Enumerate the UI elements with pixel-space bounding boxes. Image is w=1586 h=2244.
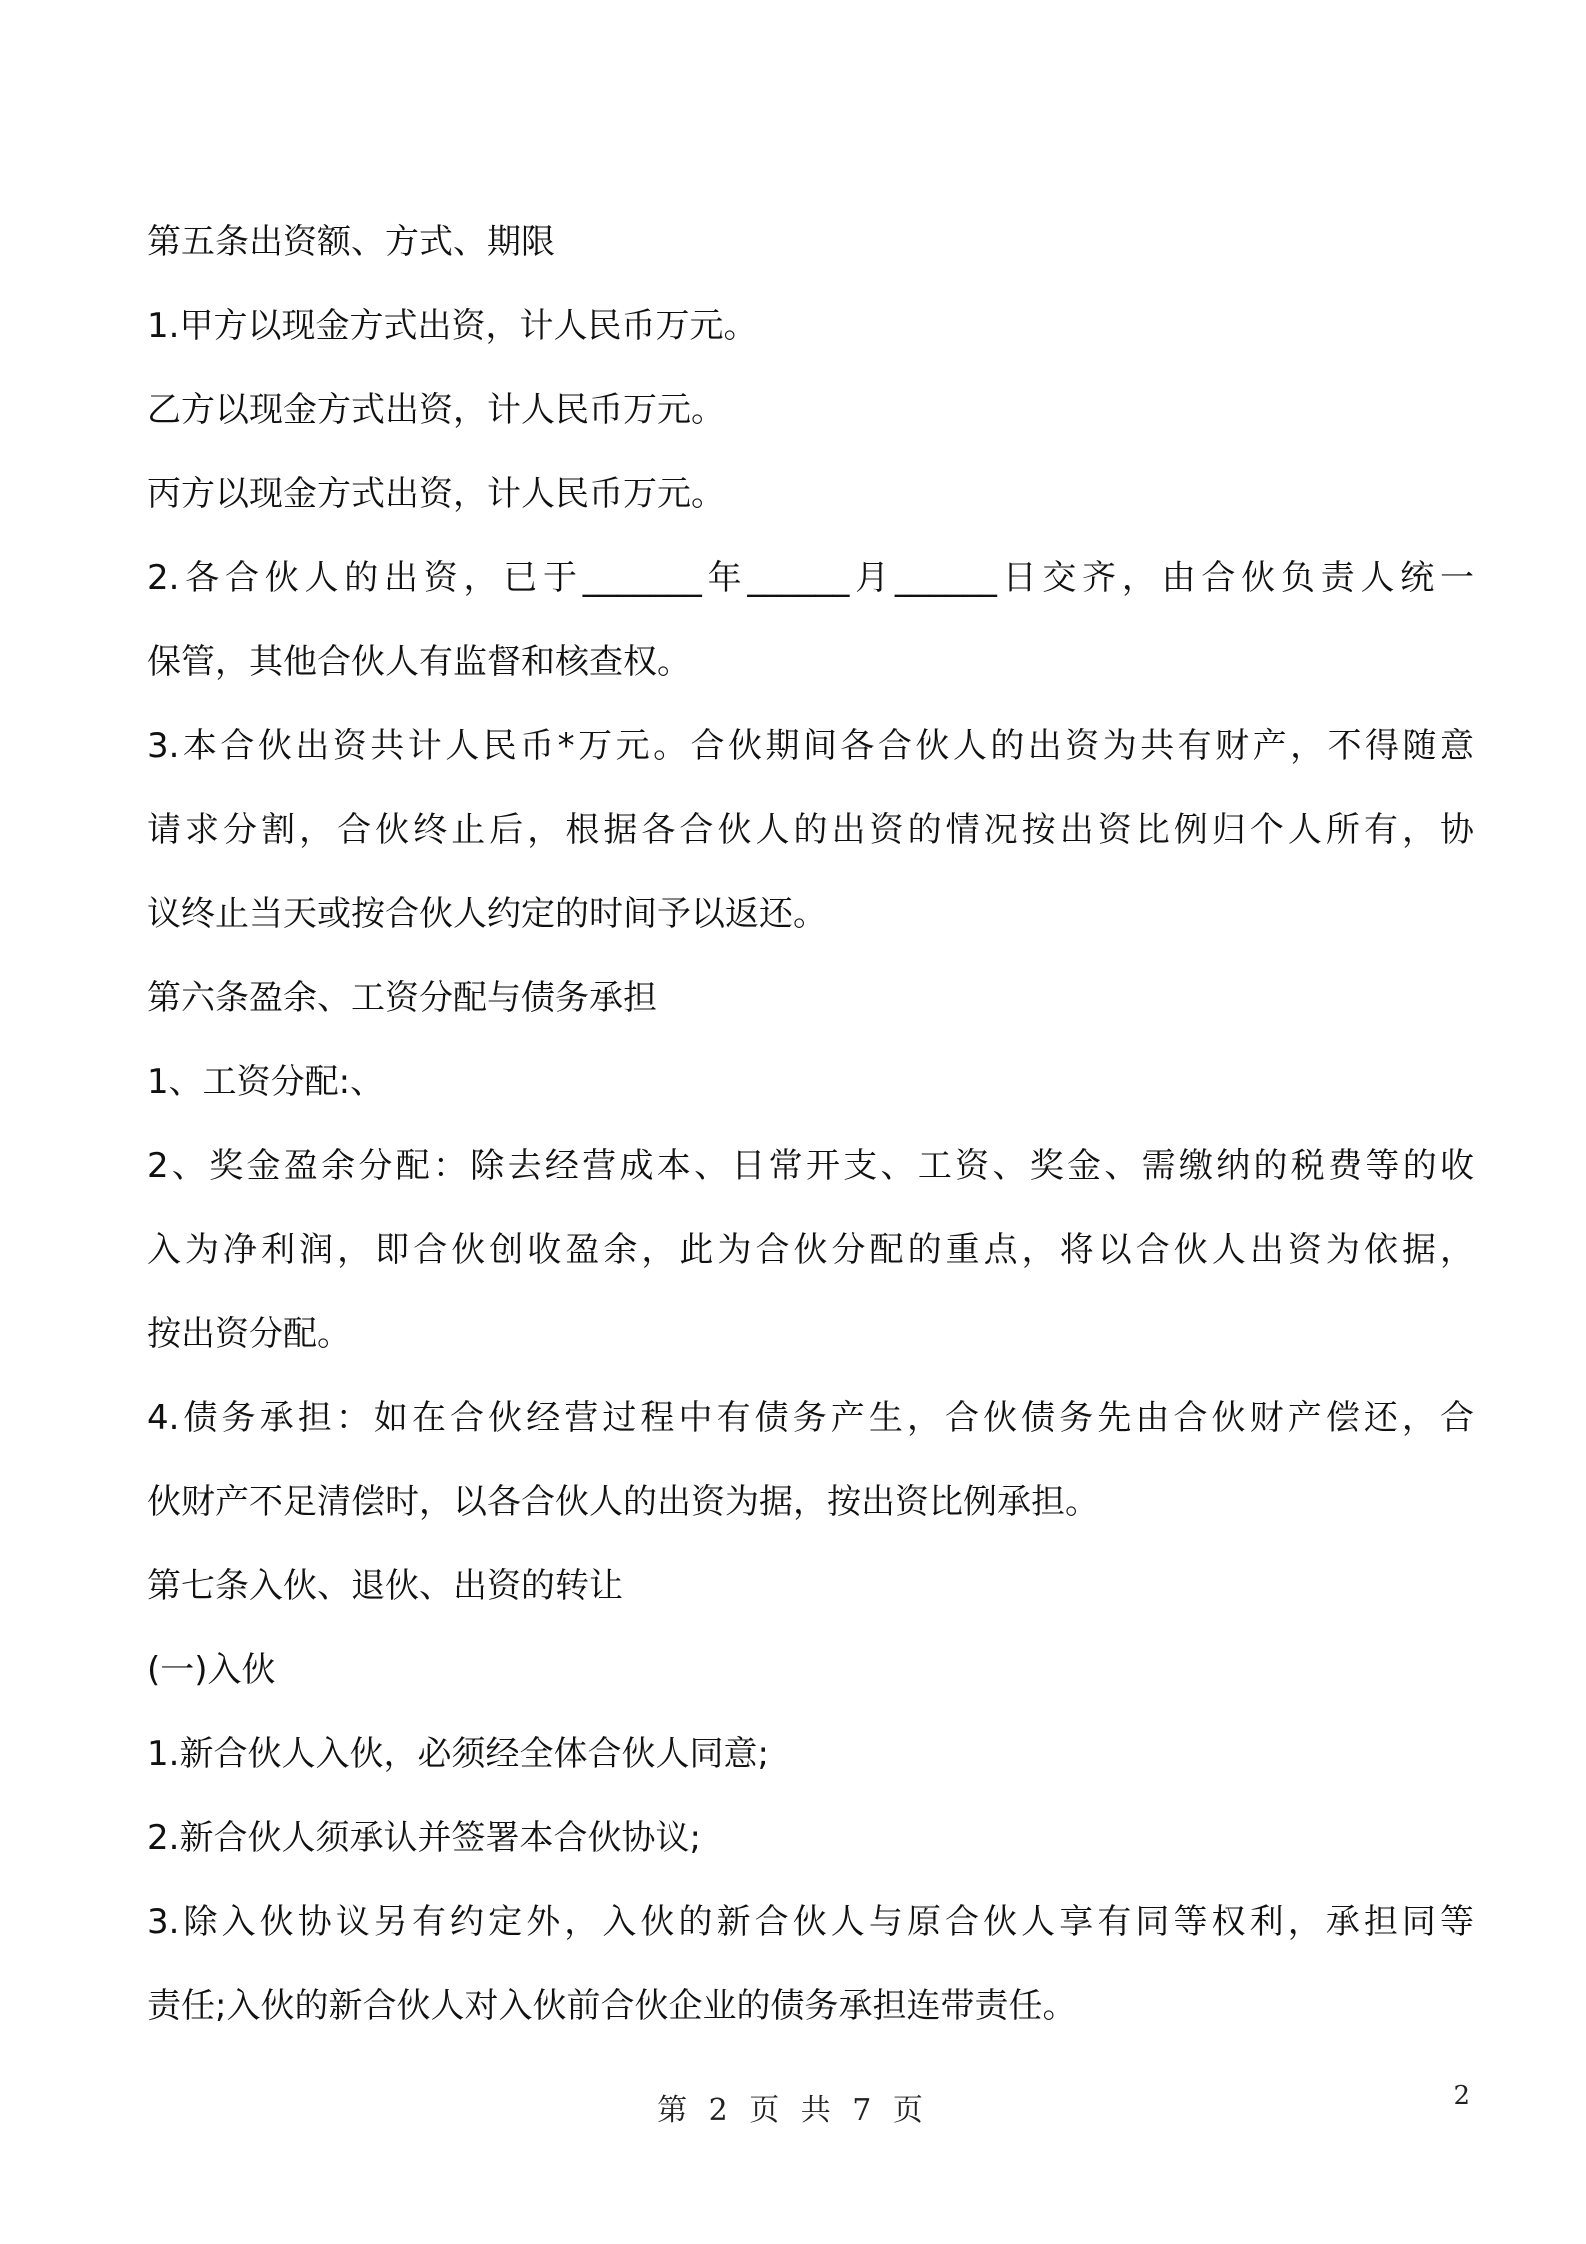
text-line: 伙财产不足清偿时，以各合伙人的出资为据，按出资比例承担。: [147, 1482, 1099, 1522]
page-number: 2: [1453, 2081, 1470, 2111]
text-line: 3.除入伙协议另有约定外，入伙的新合伙人与原合伙人享有同等权利，承担同等: [147, 1902, 1474, 1942]
text-line: 第六条盈余、工资分配与债务承担: [147, 978, 657, 1018]
text-line: 责任;入伙的新合伙人对入伙前合伙企业的债务承担连带责任。: [147, 1986, 1077, 2026]
text-line: 议终止当天或按合伙人约定的时间予以返还。: [147, 894, 827, 934]
text-line: 保管，其他合伙人有监督和核查权。: [147, 642, 691, 682]
text-line: 乙方以现金方式出资，计人民币万元。: [147, 390, 725, 430]
text-line: 1.新合伙人入伙，必须经全体合伙人同意;: [147, 1734, 769, 1774]
text-line: 入为净利润，即合伙创收盈余，此为合伙分配的重点，将以合伙人出资为依据，: [147, 1230, 1474, 1270]
text-line: 按出资分配。: [147, 1314, 351, 1354]
text-line: 3.本合伙出资共计人民币*万元。合伙期间各合伙人的出资为共有财产，不得随意: [147, 726, 1474, 766]
text-line: 2.新合伙人须承认并签署本合伙协议;: [147, 1818, 701, 1858]
text-line: 4.债务承担：如在合伙经营过程中有债务产生，合伙债务先由合伙财产偿还，合: [147, 1398, 1474, 1438]
text-line: 1、工资分配:、: [147, 1062, 385, 1102]
document-body: [147, 200, 1474, 2048]
page-count-label: 第 2 页 共 7 页: [657, 2093, 929, 2128]
text-line: 2.各合伙人的出资，已于_______年______月______日交齐，由合伙负责人统一: [147, 558, 1474, 598]
text-line: (一)入伙: [147, 1650, 276, 1690]
page-footer: [0, 2081, 1586, 2128]
text-line: 第七条入伙、退伙、出资的转让: [147, 1566, 623, 1606]
text-line: 2、奖金盈余分配：除去经营成本、日常开支、工资、奖金、需缴纳的税费等的收: [147, 1146, 1474, 1186]
text-line: 请求分割，合伙终止后，根据各合伙人的出资的情况按出资比例归个人所有，协: [147, 810, 1474, 850]
text-line: 1.甲方以现金方式出资，计人民币万元。: [147, 306, 758, 346]
text-line: 第五条出资额、方式、期限: [147, 222, 555, 262]
text-line: 丙方以现金方式出资，计人民币万元。: [147, 474, 725, 514]
